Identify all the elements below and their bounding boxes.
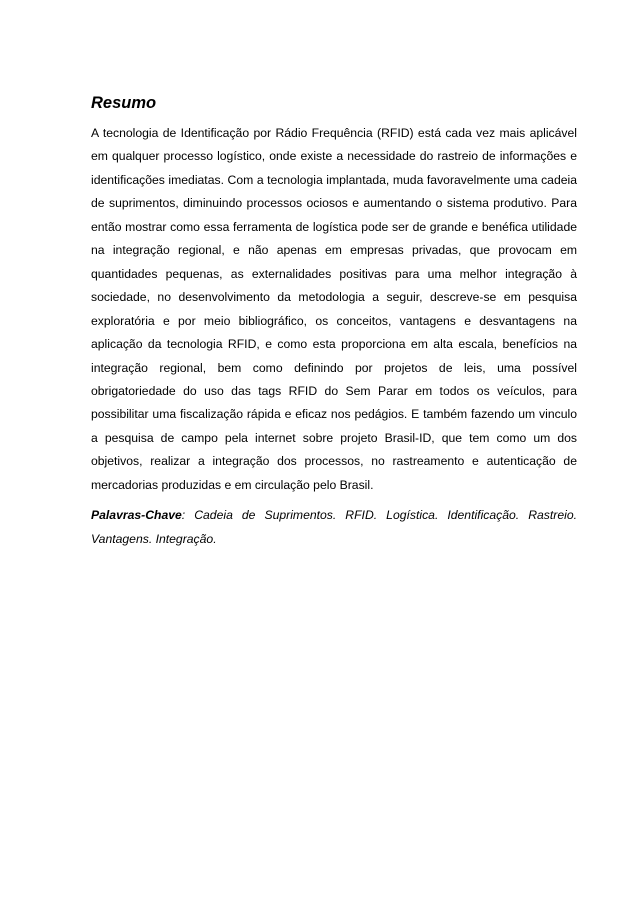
keywords-paragraph	[91, 504, 577, 551]
keywords-separator: :	[181, 508, 186, 523]
keywords-list: Cadeia de Suprimentos. RFID. Logística. Identificação. Rastreio. Vantagens. Integração.	[91, 508, 577, 546]
document-page	[91, 90, 577, 551]
page-title: Resumo	[91, 94, 157, 112]
keywords-label: Palavras-Chave	[91, 508, 182, 523]
abstract-paragraph: A tecnologia de Identificação por Rádio Frequência (RFID) está cada vez mais aplicável em qualquer processo logístico, onde existe a necessidade do rastreio de informações e identificações imediatas. Com a tecnologia implantada, muda favoravelmente uma cadeia de suprimentos, diminuindo processos ociosos e aumentando o sistema produtivo. Para então mostrar como essa ferramenta de logística pode ser de grande e benéfica utilidade na integração regional, e não apenas em empresas privadas, que provocam em quantidades pequenas, as externalidades positivas para uma melhor integração à sociedade, no desenvolvimento da metodologia a seguir, descreve-se em pesquisa exploratória e por meio bibliográfico, os conceitos, vantagens e desvantagens na aplicação da tecnologia RFID, e como esta proporciona em alta escala, benefícios na integração regional, bem como definindo por projetos de leis, uma possível obrigatoriedade do uso das tags RFID do Sem Parar em todos os veículos, para possibilitar uma fiscalização rápida e eficaz nos pedágios. E também fazendo um vinculo a pesquisa de campo pela internet sobre projeto Brasil-ID, que tem como um dos objetivos, realizar a integração dos processos, no rastreamento e autenticação de mercadorias produzidas e em circulação pelo Brasil.	[91, 126, 577, 492]
